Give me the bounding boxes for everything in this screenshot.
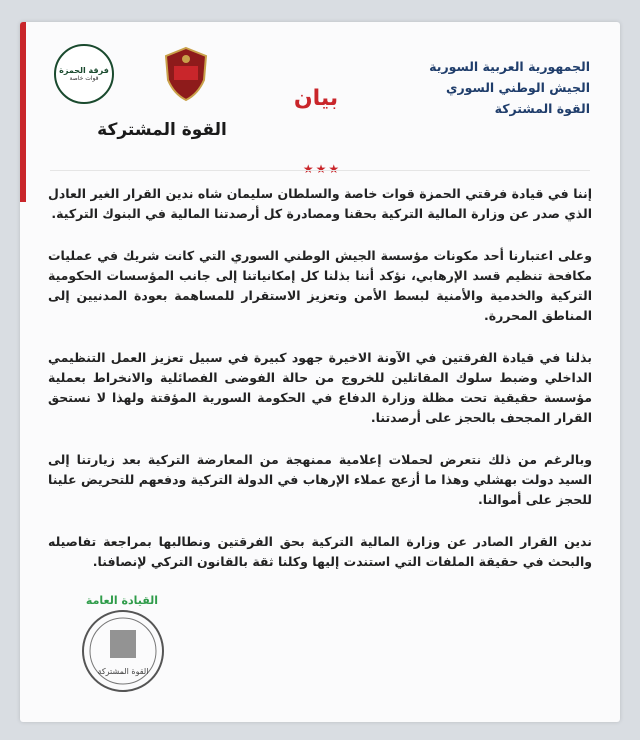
logo-caption: القوة المشتركة [97,120,227,140]
letterhead [390,56,590,119]
paragraph-4: وبالرغم من ذلك نتعرض لحملات إعلامية ممنهجة من المعارضة التركية بعد زيارتنا إلى السيد دولت بهشلي وهذا ما أزعج عملاء الإرهاب في الدولة التركية ودفعهم للتحريض علينا للحجز على أموالنا. [48,452,592,507]
paragraph-2: وعلى اعتبارنا أحد مكونات مؤسسة الجيش الوطني السوري التي كانت شريك في عمليات مكافحة تنظيم قسد الإرهابي، نؤكد أننا بذلنا كل إمكانياتنا إلى جانب المؤسسات الحكومية التركية والخدمية والأمنية لبسط الأمن وتعزيز الاستقرار للمساهمة بعودة المدنيين إلى المناطق المحررة. [48,248,592,323]
letterhead-line-3: القوة المشتركة [494,101,590,116]
hamza-division-logo [54,44,114,104]
signature-label: القيادة العامة [85,594,159,607]
paragraph-3: بذلنا في قيادة الفرقتين في الآونة الاخيرة جهود كبيرة في سبيل تعزيز العمل التنظيمي الداخلي وضبط سلوك المقاتلين للخروج من حالة الفوضى الفصائلية والانخراط بعملية مؤسسة حقيقية تحت مظلة وزارة الدفاع في الحكومة السورية المؤقتة ولهذا لا نستحق القرار المجحف بالحجز على أرصدتنا. [48,350,592,425]
logo-group [50,36,260,146]
official-seal-stamp [78,606,168,696]
seal-text: القوة المشتركة [97,667,149,676]
sultan-shield-logo [162,46,210,102]
hamza-logo-subtitle: قوات خاصة [69,75,99,82]
letterhead-line-1: الجمهورية العربية السورية [429,59,590,74]
hamza-logo-title: فرقة الحمزة [59,66,109,75]
document-sheet [20,22,620,722]
red-side-bar [20,22,26,202]
stars-ornament: ★★★ [302,162,342,176]
statement-body [48,184,592,594]
header-divider [50,170,590,171]
paragraph-5: ندين القرار الصادر عن وزارة المالية التركية بحق الفرقتين ونطالبها بمراجعة تفاصيله والبحث في حقيقة الملفات التي استندت إليها وكلنا ثقة بالقانون التركي لإنصافنا. [48,534,592,569]
page-title: بيان [293,86,339,111]
paragraph-1: إننا في قيادة فرقتي الحمزة قوات خاصة والسلطان سليمان شاه ندين القرار الغير العادل الذي صدر عن وزارة المالية التركية بحقنا ومصادرة كل أرصدتنا المالية في البنوك التركية. [48,186,592,221]
letterhead-line-2: الجيش الوطني السوري [446,80,590,95]
